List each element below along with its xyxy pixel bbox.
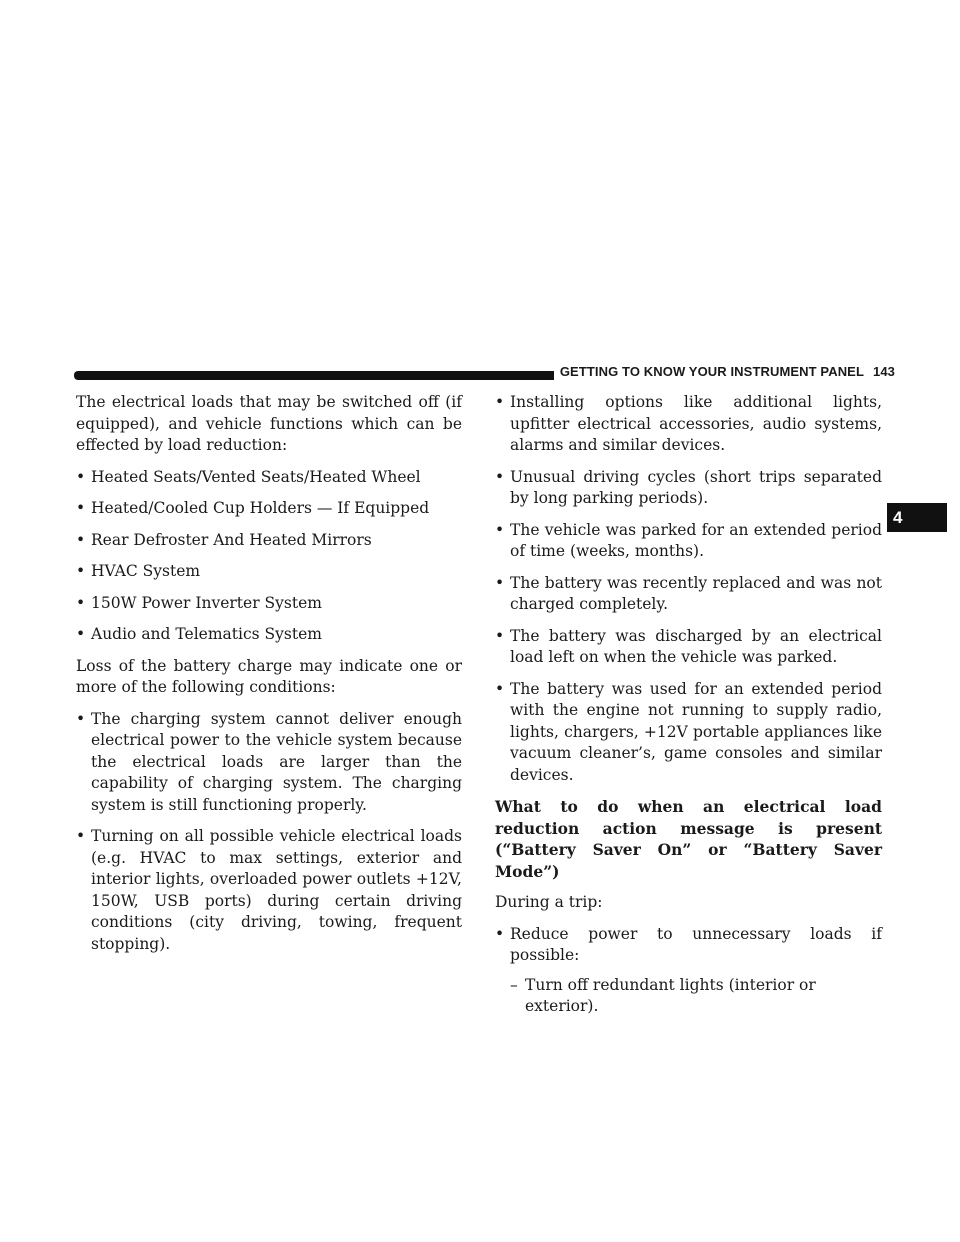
header-rule: [74, 371, 554, 380]
list-item: • Audio and Telematics System: [76, 624, 462, 646]
list-item: • HVAC System: [76, 561, 462, 583]
sub-list-item: – Turn off redundant lights (interior or exterior).: [510, 975, 882, 1018]
list-item: • Heated/Cooled Cup Holders — If Equipped: [76, 498, 462, 520]
action-list: [495, 924, 882, 1018]
list-item: • Installing options like additional lights, upfitter electrical accessories, audio systems, alarms and similar devices.: [495, 392, 882, 457]
intro-paragraph: The electrical loads that may be switched off (if equipped), and vehicle functions which can be effected by load reduction:: [76, 393, 462, 454]
load-list: [76, 467, 462, 646]
action-text: Reduce power to unnecessary loads if possible:: [510, 924, 882, 964]
page-number: 143: [873, 364, 895, 379]
list-item: • Heated Seats/Vented Seats/Heated Wheel: [76, 467, 462, 489]
list-item: • The battery was discharged by an electrical load left on when the vehicle was parked.: [495, 626, 882, 669]
list-item: • The vehicle was parked for an extended period of time (weeks, months).: [495, 520, 882, 563]
left-column: [76, 392, 462, 955]
list-item: • The battery was used for an extended period with the engine not running to supply radio, lights, chargers, +12V portable appliances like vacuum cleaner’s, game consoles and similar devices.: [495, 679, 882, 787]
loss-paragraph: Loss of the battery charge may indicate one or more of the following conditions:: [76, 656, 462, 696]
right-column: [495, 392, 882, 1018]
list-item: • Rear Defroster And Heated Mirrors: [76, 530, 462, 552]
condition-list: [76, 709, 462, 956]
condition-list-continued: [495, 392, 882, 786]
list-item: [495, 924, 882, 1018]
list-item: • Turning on all possible vehicle electrical loads (e.g. HVAC to max settings, exterior and interior lights, overloaded power outlets +12V, 150W, USB ports) during certain driving conditions (city driving, towing, frequent stopping).: [76, 826, 462, 955]
during-trip-label: During a trip:: [495, 893, 603, 911]
list-item: • The battery was recently replaced and was not charged completely.: [495, 573, 882, 616]
section-heading: What to do when an electrical load reduction action message is present (“Battery Saver On” or “Battery Saver Mode”): [495, 797, 882, 881]
sub-action-list: [510, 975, 882, 1018]
section-title: GETTING TO KNOW YOUR INSTRUMENT PANEL: [559, 364, 864, 379]
list-item: • 150W Power Inverter System: [76, 593, 462, 615]
chapter-tab: 4: [887, 503, 947, 532]
list-item: • The charging system cannot deliver enough electrical power to the vehicle system because the electrical loads are larger than the capability of charging system. The charging system is still functioning properly.: [76, 709, 462, 817]
running-header: [560, 364, 895, 379]
list-item: • Unusual driving cycles (short trips separated by long parking periods).: [495, 467, 882, 510]
